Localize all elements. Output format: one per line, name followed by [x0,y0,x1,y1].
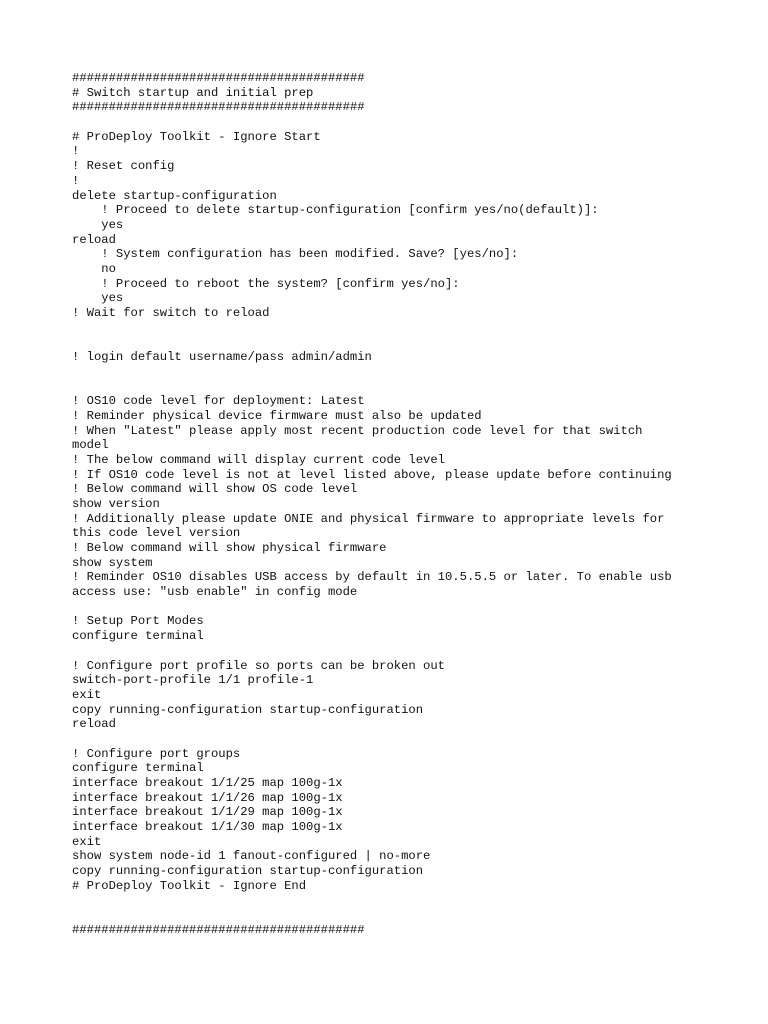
blank-line [72,644,712,659]
text-line: ! Proceed to delete startup-configuration [confirm yes/no(default)]: [72,203,599,218]
text-line: model [72,438,109,453]
text-line: ! Configure port profile so ports can be broken out [72,658,445,673]
text-line: switch-port-profile 1/1 profile-1 [72,673,314,688]
text-line: ! Configure port groups [72,746,241,761]
text-line: ! Reminder physical device firmware must also be updated [72,408,482,423]
text-line: copy running-configuration startup-configuration [72,702,424,717]
text-line: configure terminal [72,629,204,644]
text-line: delete startup-configuration [72,188,277,203]
text-line: ! When "Latest" please apply most recent production code level for that switch [72,423,643,438]
text-line: yes [72,291,124,306]
text-line: ! Below command will show physical firmware [72,541,387,555]
text-line: ! Reminder OS10 disables USB access by default in 10.5.5.5 or later. To enable usb [72,570,672,585]
document-page [72,71,712,938]
text-line: ! Wait for switch to reload [72,306,270,320]
blank-line [72,115,712,130]
text-line: ! login default username/pass admin/admin [72,350,372,365]
text-line: ######################################## [72,71,365,85]
blank-line [72,365,712,380]
text-line: ######################################## [72,922,365,937]
text-line: # ProDeploy Toolkit - Ignore End [72,878,307,893]
text-line: ! Additionally please update ONIE and physical firmware to appropriate levels for [72,511,665,526]
text-line: ! Below command will show OS code level [72,482,358,497]
text-line: no [72,261,116,276]
text-line: ! Setup Port Modes [72,614,204,629]
text-line: yes [72,217,124,232]
text-line: ! If OS10 code level is not at level listed above, please update before continuing [72,467,672,482]
text-line: reload [72,717,116,732]
text-line: configure terminal [72,761,204,776]
text-line: interface breakout 1/1/25 map 100g-1x [72,776,343,790]
text-line: interface breakout 1/1/30 map 100g-1x [72,820,343,835]
text-line: ! OS10 code level for deployment: Latest [72,394,365,409]
text-line: show version [72,496,160,511]
text-line: show system node-id 1 fanout-configured | no-more [72,849,431,864]
text-line: this code level version [72,526,241,541]
blank-line [72,732,712,747]
text-line: exit [72,687,102,702]
text-line: ! [72,144,80,159]
text-line: # Switch startup and initial prep [72,85,314,100]
text-line: ! System configuration has been modified. Save? [yes/no]: [72,247,519,262]
blank-line [72,321,712,336]
blank-line [72,379,712,394]
text-line: exit [72,834,102,849]
text-line: reload [72,232,116,247]
blank-line [72,894,712,909]
text-line: ######################################## [72,100,365,115]
text-line: interface breakout 1/1/26 map 100g-1x [72,790,343,805]
text-line: ! Reset config [72,159,175,174]
blank-line [72,600,712,615]
text-line: # ProDeploy Toolkit - Ignore Start [72,129,321,144]
document-body [72,71,712,938]
blank-line [72,335,712,350]
blank-line [72,908,712,923]
text-line: ! [72,173,80,188]
text-line: copy running-configuration startup-configuration [72,864,424,879]
text-line: ! Proceed to reboot the system? [confirm yes/no]: [72,276,460,291]
text-line: access use: "usb enable" in config mode [72,585,358,600]
text-line: show system [72,555,153,570]
text-line: ! The below command will display current code level [72,452,445,467]
text-line: interface breakout 1/1/29 map 100g-1x [72,805,343,820]
